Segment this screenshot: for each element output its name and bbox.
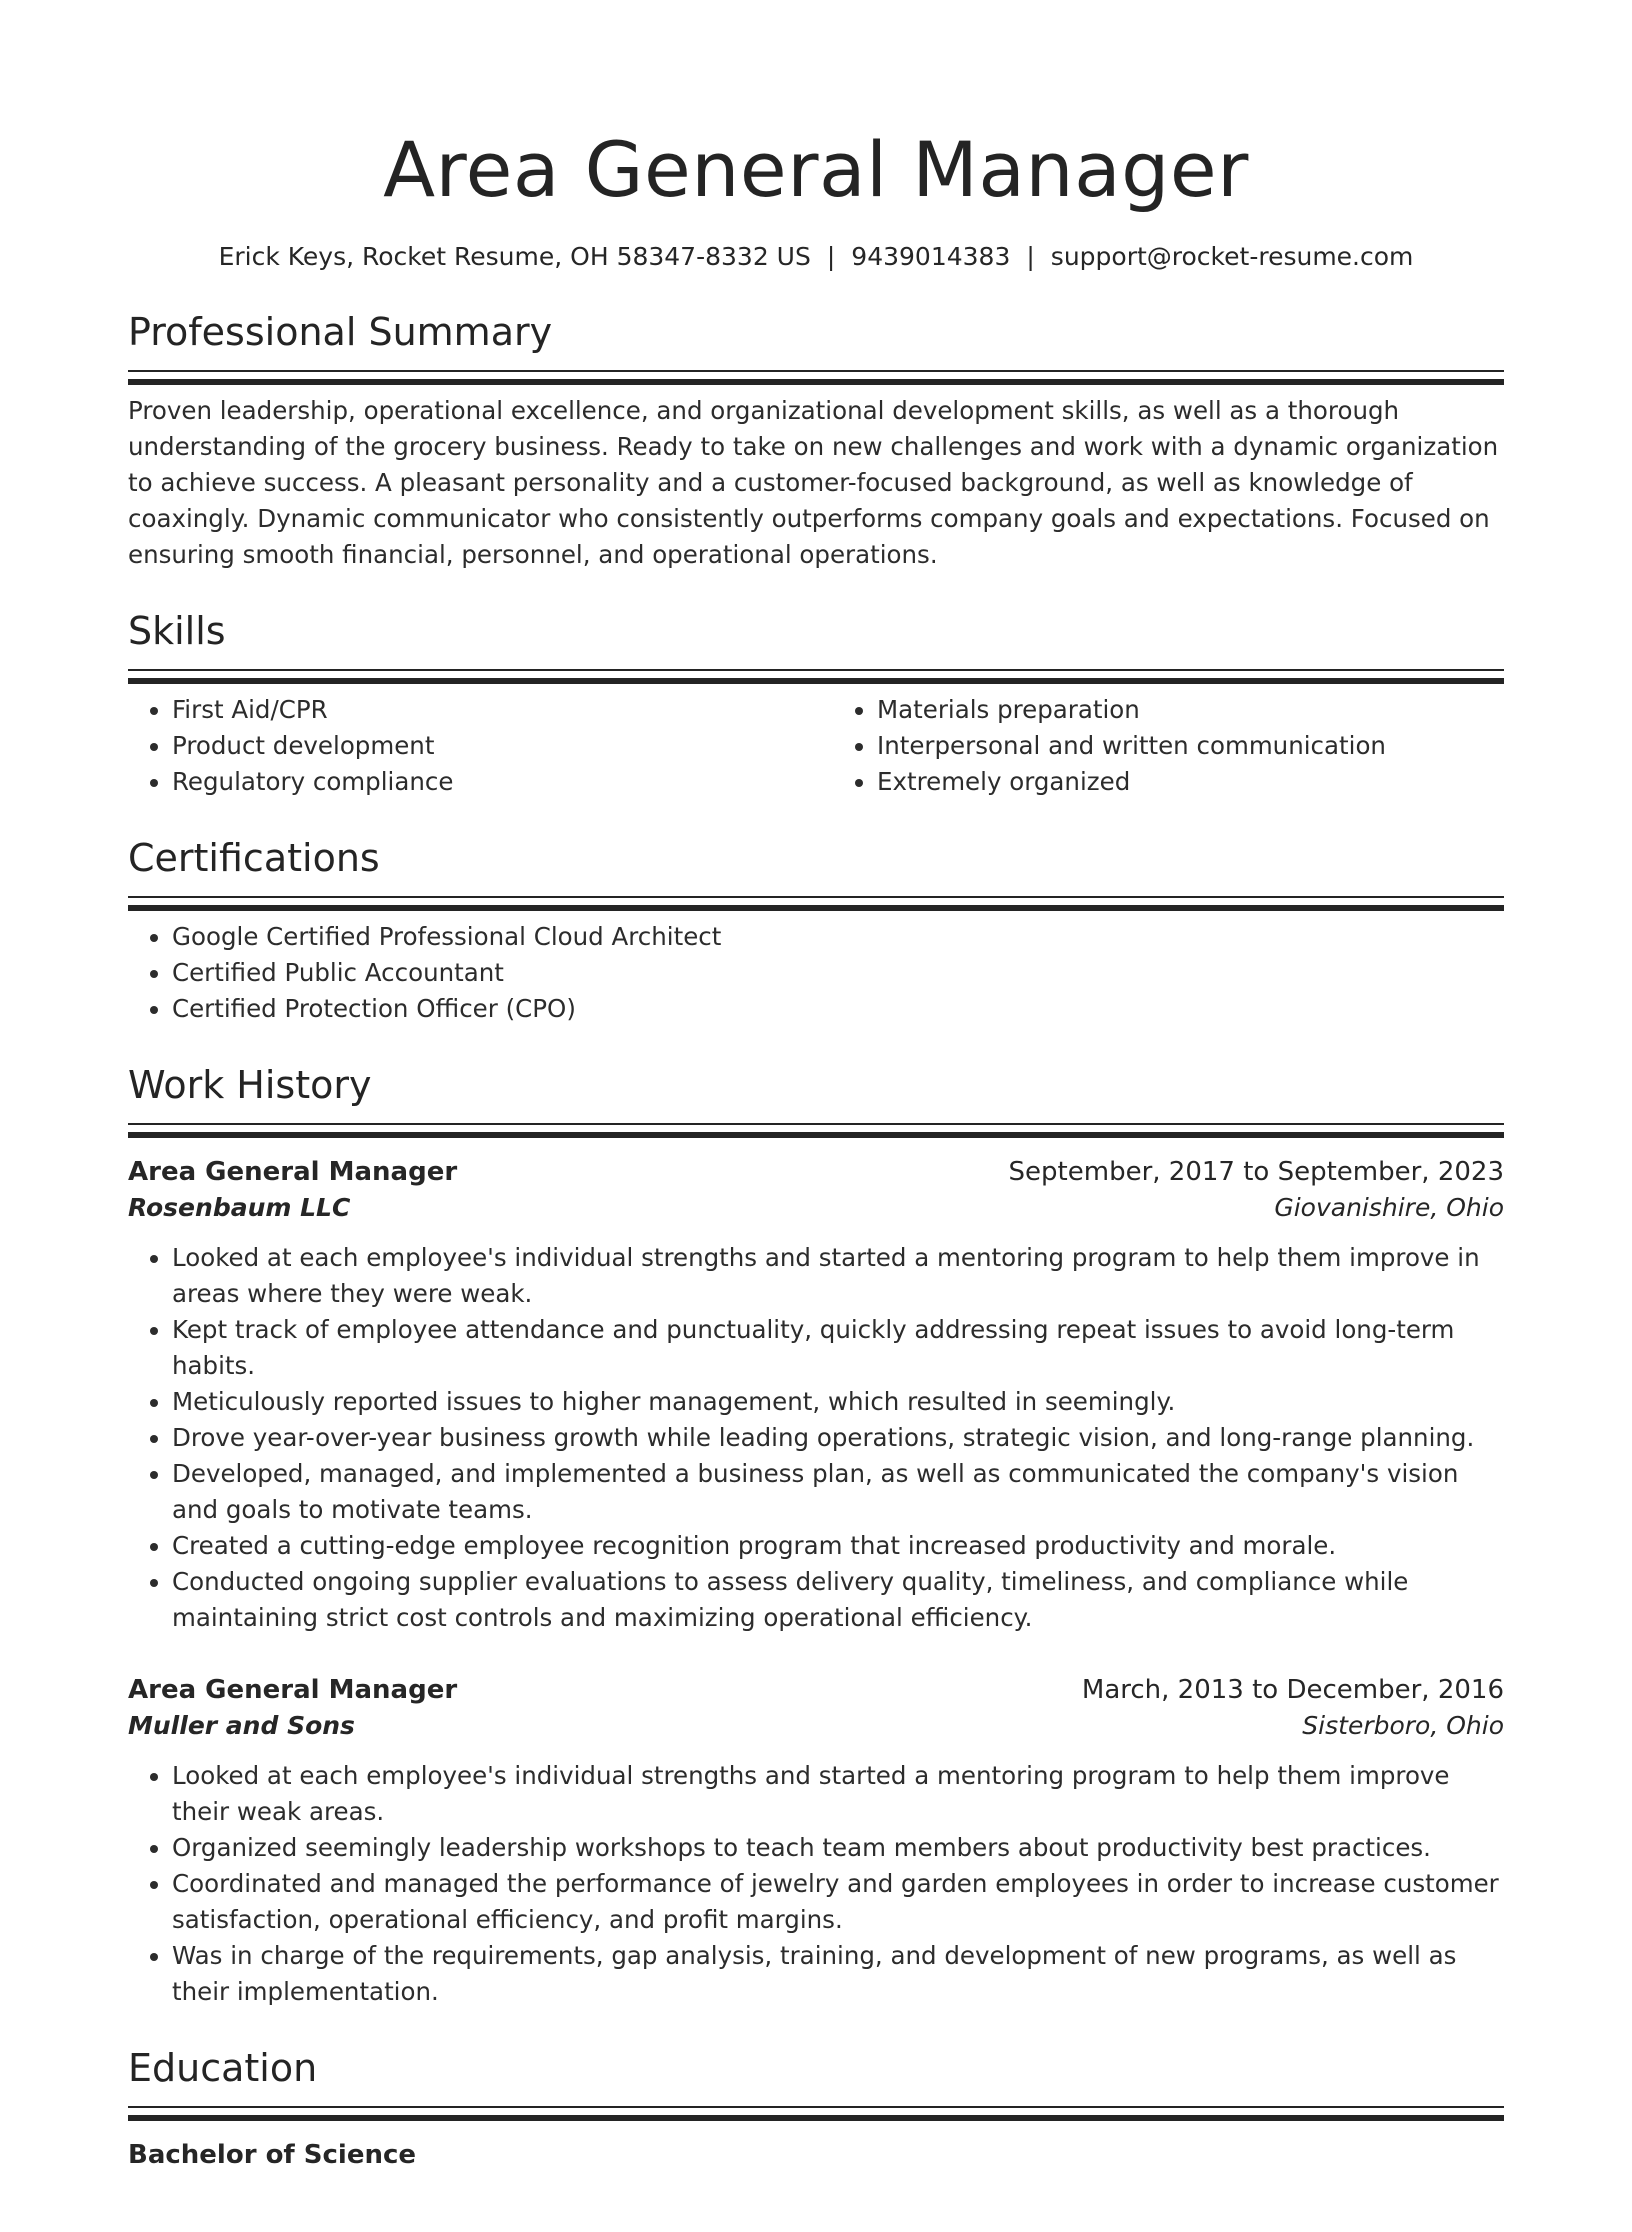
- contact-phone: 9439014383: [851, 242, 1011, 271]
- skill-item: • Regulatory compliance: [172, 764, 799, 800]
- job-company-row: [128, 1708, 1504, 1744]
- skill-item: • Materials preparation: [877, 692, 1504, 728]
- section-divider: [128, 896, 1504, 911]
- skill-item: • Interpersonal and written communication: [877, 728, 1504, 764]
- job-bullets: [128, 1758, 1504, 2010]
- job-bullet: • Created a cutting-edge employee recognition program that increased productivity and morale.: [172, 1528, 1504, 1564]
- job-bullet: • Developed, managed, and implemented a business plan, as well as communicated the company's vision and goals to motivate teams.: [172, 1456, 1504, 1528]
- job-dates: March, 2013 to December, 2016: [1081, 1675, 1504, 1705]
- job-title: Area General Manager: [128, 1675, 458, 1705]
- job-title: Area General Manager: [128, 1157, 458, 1187]
- contact-address: Erick Keys, Rocket Resume, OH 58347-8332 US: [218, 242, 811, 271]
- section-heading: Skills: [128, 609, 226, 653]
- job-location: Sisterboro, Ohio: [1302, 1711, 1504, 1740]
- certification-item: • Google Certified Professional Cloud Architect: [172, 919, 1504, 955]
- section-heading: Certifications: [128, 836, 380, 880]
- skill-item: • Extremely organized: [877, 764, 1504, 800]
- job-entry: [128, 1154, 1504, 1636]
- job-bullet: • Kept track of employee attendance and punctuality, quickly addressing repeat issues to avoid long-term habits.: [172, 1312, 1504, 1384]
- contact-line: [128, 240, 1504, 274]
- job-bullet: • Looked at each employee's individual strengths and started a mentoring program to help them improve their weak areas.: [172, 1758, 1504, 1830]
- job-bullet: • Looked at each employee's individual strengths and started a mentoring program to help them improve in areas where they were weak.: [172, 1240, 1504, 1312]
- skills-grid: [128, 684, 1504, 800]
- skill-item: • First Aid/CPR: [172, 692, 799, 728]
- summary-text: Proven leadership, operational excellence, and organizational development skills, as well as a thorough understanding of the grocery business. Ready to take on new challenges and work with a dynamic organization to achieve success. A pleasant personality and a customer-focused background, as well as knowledge of coaxingly. Dynamic communicator who consistently outperforms company goals and expectations. Focused on ensuring smooth financial, personnel, and operational operations.: [128, 396, 1499, 569]
- work-history-section: [128, 1061, 1504, 2010]
- job-entry: [128, 1672, 1504, 2010]
- page-title: Area General Manager: [383, 125, 1249, 214]
- section-heading: Work History: [128, 1063, 372, 1107]
- job-bullet: • Meticulously reported issues to higher management, which resulted in seemingly.: [172, 1384, 1504, 1420]
- section-divider: [128, 2106, 1504, 2121]
- contact-separator: |: [826, 242, 836, 271]
- certification-item: • Certified Protection Officer (CPO): [172, 991, 1504, 1027]
- section-divider: [128, 370, 1504, 385]
- job-bullet: • Organized seemingly leadership workshops to teach team members about productivity best practices.: [172, 1830, 1504, 1866]
- job-bullet: • Was in charge of the requirements, gap analysis, training, and development of new programs, as well as their implementation.: [172, 1938, 1504, 2010]
- certifications-section: [128, 834, 1504, 1027]
- contact-separator: |: [1026, 242, 1035, 271]
- skill-item: • Product development: [172, 728, 799, 764]
- job-bullet: • Coordinated and managed the performance of jewelry and garden employees in order to increase customer satisfaction, operational efficiency, and profit margins.: [172, 1866, 1504, 1938]
- company-name: Muller and Sons: [128, 1711, 355, 1740]
- education-degree: Bachelor of Science: [128, 2140, 417, 2170]
- section-heading: Education: [128, 2046, 318, 2090]
- certifications-list: [128, 919, 1504, 1027]
- contact-email: support@rocket-resume.com: [1050, 242, 1414, 271]
- section-divider: [128, 1123, 1504, 1138]
- job-location: Giovanishire, Ohio: [1274, 1193, 1504, 1222]
- job-dates: September, 2017 to September, 2023: [1008, 1157, 1504, 1187]
- skills-section: [128, 607, 1504, 800]
- company-name: Rosenbaum LLC: [128, 1193, 351, 1222]
- job-bullet: • Conducted ongoing supplier evaluations to assess delivery quality, timeliness, and compliance while maintaining strict cost controls and maximizing operational efficiency.: [172, 1564, 1504, 1636]
- job-company-row: [128, 1190, 1504, 1226]
- job-header-row: [128, 1154, 1504, 1190]
- education-section: [128, 2044, 1504, 2173]
- summary-section: [128, 308, 1504, 573]
- section-divider: [128, 669, 1504, 684]
- resume-page: [0, 120, 1632, 2232]
- skills-list-left: [128, 692, 799, 800]
- skills-list-right: [833, 692, 1504, 800]
- job-header-row: [128, 1672, 1504, 1708]
- certification-item: • Certified Public Accountant: [172, 955, 1504, 991]
- job-bullet: • Drove year-over-year business growth while leading operations, strategic vision, and long-range planning.: [172, 1420, 1504, 1456]
- section-heading: Professional Summary: [128, 310, 553, 354]
- job-bullets: [128, 1240, 1504, 1636]
